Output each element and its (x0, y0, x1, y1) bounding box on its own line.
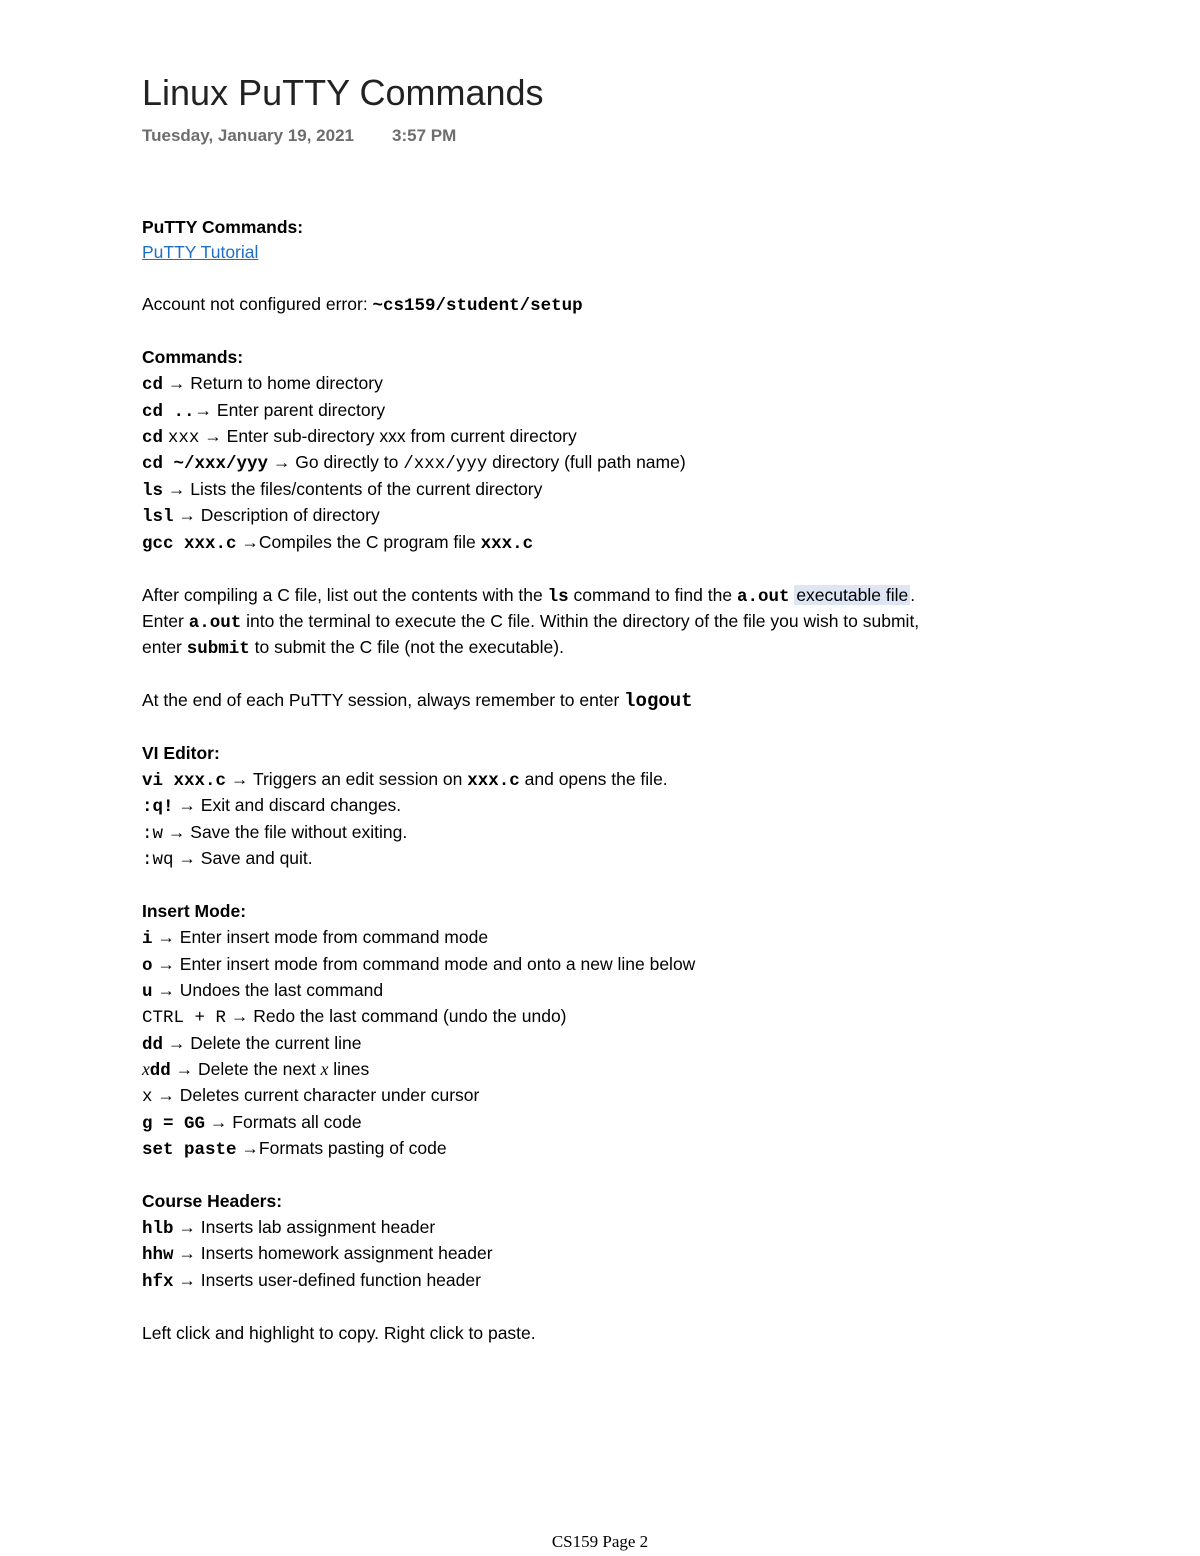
paragraph-text: command to find the (568, 585, 737, 605)
arrow-icon: → (209, 1112, 228, 1132)
command-desc: Description of directory (200, 505, 380, 525)
command-code: x (142, 1087, 153, 1107)
page-footer: CS159 Page 2 (551, 1532, 649, 1551)
command-item (142, 370, 383, 398)
command-desc: Return to home directory (190, 373, 383, 393)
command-desc: Save and quit. (200, 848, 313, 868)
inline-code-aout: a.out (188, 613, 242, 633)
command-desc: Triggers an edit session on (252, 769, 468, 789)
command-code: o (142, 956, 153, 976)
arrow-icon: → (167, 822, 186, 842)
command-item (142, 529, 533, 557)
page-time: 3:57 PM (392, 126, 457, 145)
command-desc: Compiles the C program file (258, 532, 481, 552)
arrow-icon: → (241, 1138, 259, 1158)
paragraph-text: . (910, 585, 916, 605)
command-desc: lines (328, 1059, 370, 1079)
command-item (142, 397, 385, 425)
command-desc: directory (full path name) (487, 452, 686, 472)
command-code: cd (142, 428, 164, 448)
insert-item (142, 951, 695, 979)
vi-item (142, 766, 668, 794)
command-desc: and opens the file. (519, 769, 668, 789)
page-title: Linux PuTTY Commands (142, 72, 544, 113)
vi-item (142, 792, 401, 820)
command-desc: Inserts lab assignment header (200, 1217, 436, 1237)
command-desc-code: xxx.c (480, 534, 534, 554)
commands-heading: Commands: (142, 347, 244, 367)
command-desc-code: /xxx/yyy (403, 454, 488, 474)
command-item (142, 476, 542, 504)
insert-item (142, 1109, 362, 1137)
command-code: lsl (142, 507, 174, 527)
command-code: cd ~/xxx/yyy (142, 454, 269, 474)
inline-code-ls: ls (547, 587, 569, 607)
insert-item (142, 1056, 369, 1084)
compile-paragraph-line-2 (142, 608, 919, 636)
arrow-icon: → (178, 1270, 196, 1290)
arrow-icon: → (157, 980, 175, 1000)
command-code: gcc xxx.c (142, 534, 237, 554)
command-desc: Inserts homework assignment header (200, 1243, 493, 1263)
insert-item (142, 1030, 361, 1058)
command-code: CTRL + R (142, 1008, 227, 1028)
command-desc: Lists the files/contents of the current directory (190, 479, 543, 499)
command-desc: Formats pasting of code (258, 1138, 447, 1158)
command-desc: Go directly to (295, 452, 404, 472)
command-code: set paste (142, 1140, 237, 1160)
command-desc: Enter parent directory (216, 400, 386, 420)
header-item (142, 1267, 481, 1295)
putty-tutorial-link-line (142, 239, 258, 265)
course-headers-heading: Course Headers: (142, 1191, 283, 1211)
copy-paste-note: Left click and highlight to copy. Right click to paste. (142, 1323, 536, 1343)
command-code: vi xxx.c (142, 771, 227, 791)
command-code: ls (142, 481, 164, 501)
vi-item (142, 845, 313, 873)
page-date: Tuesday, January 19, 2021 (142, 126, 354, 145)
arrow-icon: → (157, 927, 175, 947)
command-item (142, 449, 686, 477)
command-code: :wq (142, 850, 174, 870)
arrow-icon: → (178, 1243, 196, 1263)
arrow-icon: → (167, 1033, 186, 1053)
header-item (142, 1214, 435, 1242)
arrow-icon: → (157, 954, 175, 974)
arrow-icon: → (241, 532, 259, 552)
command-code: hlb (142, 1219, 174, 1239)
command-code: u (142, 982, 153, 1002)
command-desc: Enter sub-directory xxx from current directory (226, 426, 577, 446)
command-desc: Delete the next (198, 1059, 321, 1079)
command-desc-code: xxx.c (467, 771, 520, 791)
command-item (142, 423, 577, 451)
arrow-icon: → (272, 452, 291, 472)
command-desc: Undoes the last command (179, 980, 384, 1000)
command-item (142, 502, 380, 530)
paragraph-text: After compiling a C file, list out the contents with the (142, 585, 548, 605)
inline-code-logout: logout (624, 690, 693, 712)
command-desc: Enter insert mode from command mode and onto a new line below (179, 954, 696, 974)
command-desc: Exit and discard changes. (200, 795, 402, 815)
command-code: cd (142, 375, 164, 395)
paragraph-text: At the end of each PuTTY session, always remember to enter (142, 690, 625, 710)
arrow-icon: → (167, 373, 186, 393)
highlighted-text: executable file (796, 585, 909, 605)
command-desc: Formats all code (232, 1112, 362, 1132)
arrow-icon: → (230, 1006, 249, 1026)
insert-item (142, 924, 488, 952)
paragraph-text: enter (142, 637, 187, 657)
compile-paragraph-line-1 (142, 582, 915, 610)
insert-mode-heading: Insert Mode: (142, 901, 247, 921)
arrow-icon: → (194, 400, 213, 420)
command-desc: Delete the current line (190, 1033, 362, 1053)
paragraph-text: into the terminal to execute the C file. Within the directory of the file you wish to submit, (241, 611, 920, 631)
compile-paragraph-line-3 (142, 634, 564, 662)
command-desc: Deletes current character under cursor (179, 1085, 480, 1105)
command-code: g = GG (142, 1114, 206, 1134)
paragraph-text: to submit the C file (not the executable). (249, 637, 564, 657)
command-code: dd (149, 1061, 171, 1081)
arrow-icon: → (230, 769, 249, 789)
insert-item (142, 1135, 447, 1163)
account-setup-command: ~cs159/student/setup (372, 296, 583, 316)
header-item (142, 1240, 493, 1268)
insert-item (142, 1003, 567, 1031)
command-code: hfx (142, 1272, 174, 1292)
vi-heading: VI Editor: (142, 743, 220, 763)
account-error-line (142, 291, 583, 319)
command-code: :w (142, 824, 164, 844)
putty-heading: PuTTY Commands: (142, 217, 304, 237)
command-arg: xxx (167, 428, 200, 448)
arrow-icon: → (167, 479, 186, 499)
account-error-label: Account not configured error: (142, 294, 373, 314)
command-code: dd (142, 1035, 164, 1055)
arrow-icon: → (178, 1217, 196, 1237)
logout-paragraph (142, 687, 693, 714)
putty-tutorial-link[interactable]: PuTTY Tutorial (142, 242, 259, 262)
arrow-icon: → (204, 426, 222, 446)
command-code: i (142, 929, 153, 949)
arrow-icon: → (175, 1059, 194, 1079)
inline-code-aout: a.out (736, 587, 790, 607)
command-code: :q! (142, 797, 174, 817)
vi-item (142, 819, 407, 847)
insert-item (142, 1082, 479, 1110)
command-desc: Enter insert mode from command mode (179, 927, 489, 947)
page-meta (142, 126, 456, 146)
arrow-icon: → (157, 1085, 175, 1105)
inline-code-submit: submit (186, 639, 250, 659)
insert-item (142, 977, 383, 1005)
arrow-icon: → (178, 848, 196, 868)
command-desc: Save the file without exiting. (190, 822, 408, 842)
command-code: cd .. (142, 402, 195, 422)
command-desc: Redo the last command (undo the undo) (253, 1006, 567, 1026)
command-desc: Inserts user-defined function header (200, 1270, 481, 1290)
arrow-icon: → (178, 505, 196, 525)
command-variable: x (142, 1059, 150, 1079)
arrow-icon: → (178, 795, 196, 815)
command-code: hhw (142, 1245, 174, 1265)
paragraph-text: Enter (142, 611, 189, 631)
command-desc-variable: x (320, 1059, 329, 1079)
